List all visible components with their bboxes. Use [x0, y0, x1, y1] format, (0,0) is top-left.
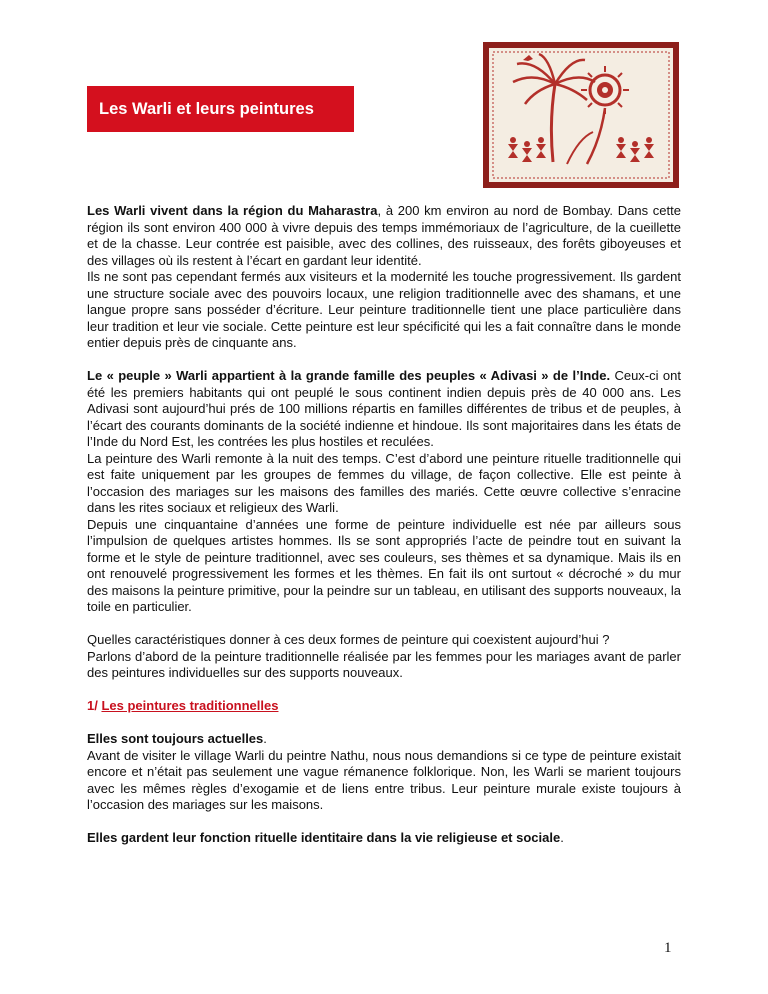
paragraph-lead: Le « peuple » Warli appartient à la grande famille des peuples « Adivasi » de l’Inde. — [87, 368, 611, 383]
paragraph: Quelles caractéristiques donner à ces deux formes de peinture qui coexistent aujourd’hui ? — [87, 632, 610, 647]
paragraph: Avant de visiter le village Warli du peintre Nathu, nous nous demandions si ce type de peinture existait encore et n’était pas seulement une vague rémanence folklorique. Non, les Warli se marient toujours avec les mêmes règles d’exogamie et de liens entre tribus. Leur peinture murale existe toujours à l’occasion des mariages sur les maisons. — [87, 747, 681, 812]
paragraph-text: . — [263, 731, 267, 746]
paragraph — [87, 368, 681, 451]
title-banner — [87, 86, 354, 132]
paragraph: Depuis une cinquantaine d’années une forme de peinture individuelle est née par ailleurs sous l’impulsion de quelques artistes hommes. Ils se sont appropriés l’acte de peindre tout en suivant la forme et le style de peinture traditionnel, avec ses couleurs, ses thèmes et sa dynamique. Mais ils en ont renouvelé progressivement les formes et les thèmes. En fait ils ont surtout « décroché » du mur des maisons la peinture primitive, pour la peindre sur un tableau, en utilisant des supports nouveaux, la toile en particulier. — [87, 516, 682, 614]
paragraph — [87, 830, 681, 847]
paragraph-text: , à 200 km environ au nord de Bombay. Dans cette région ils sont environ 400 000 à vivre depuis des temps immémoriaux de l’agriculture, de la cueillette et de la chasse. Leur contrée est paisible, avec des collines, des ruisseaux, des forêts giboyeuses et des villages où ils restent à l’écart en gardant leur identité. — [87, 203, 681, 268]
page-title: Les Warli et leurs peintures — [99, 99, 314, 118]
section-title: Les peintures traditionnelles — [101, 698, 279, 713]
paragraph-text: . — [560, 830, 564, 845]
section-number: 1/ — [87, 698, 102, 713]
page-number: 1 — [664, 940, 672, 956]
paragraph: La peinture des Warli remonte à la nuit des temps. C’est d’abord une peinture rituelle traditionnelle qui est faite uniquement par les groupes de femmes du village, de façon collective. Elle est peinte à l’occasion des mariages sur les maisons des familles des mariés. Cette œuvre collective s’enracine dans les rites sociaux et religieux des Warli. — [87, 450, 681, 515]
document-body — [87, 203, 681, 847]
paragraph: Ils ne sont pas cependant fermés aux visiteurs et la modernité les touche progressivement. Ils gardent une structure sociale avec des pouvoirs locaux, une religion traditionnelle avec des shamans, et une langue propre sans posséder d’écriture. Leur peinture traditionnelle tient une place particulière dans leur tradition et leur vie sociale. Cette peinture est leur spécificité qui les a fait connaître dans le monde entier depuis près de cinquante ans. — [87, 269, 681, 350]
paragraph: Parlons d’abord de la peinture traditionnelle réalisée par les femmes pour les mariages avant de parler des peintures individuelles sur des supports nouveaux. — [87, 648, 681, 680]
paragraph — [87, 203, 681, 269]
paragraph — [87, 731, 681, 748]
section-heading — [87, 698, 681, 715]
paragraph-lead: Elles gardent leur fonction rituelle identitaire dans la vie religieuse et sociale — [87, 830, 561, 845]
paragraph-lead: Elles sont toujours actuelles — [87, 731, 264, 746]
paragraph-text: Ceux-ci ont été les premiers habitants qui ont peuplé le sous continent indien depuis près de 40 000 ans. Les Adivasi sont aujourd’hui prés de 100 millions répartis en familles différentes de tribus et de peuples, à l’écart des courants dominants de la société indienne et hindoue. Ils sont majoritaires dans les états de l’Inde du Nord Est, les contrées les plus hostiles et reculées. — [87, 368, 681, 449]
warli-painting-image — [483, 42, 679, 188]
paragraph-lead: Les Warli vivent dans la région du Maharastra — [87, 203, 378, 218]
